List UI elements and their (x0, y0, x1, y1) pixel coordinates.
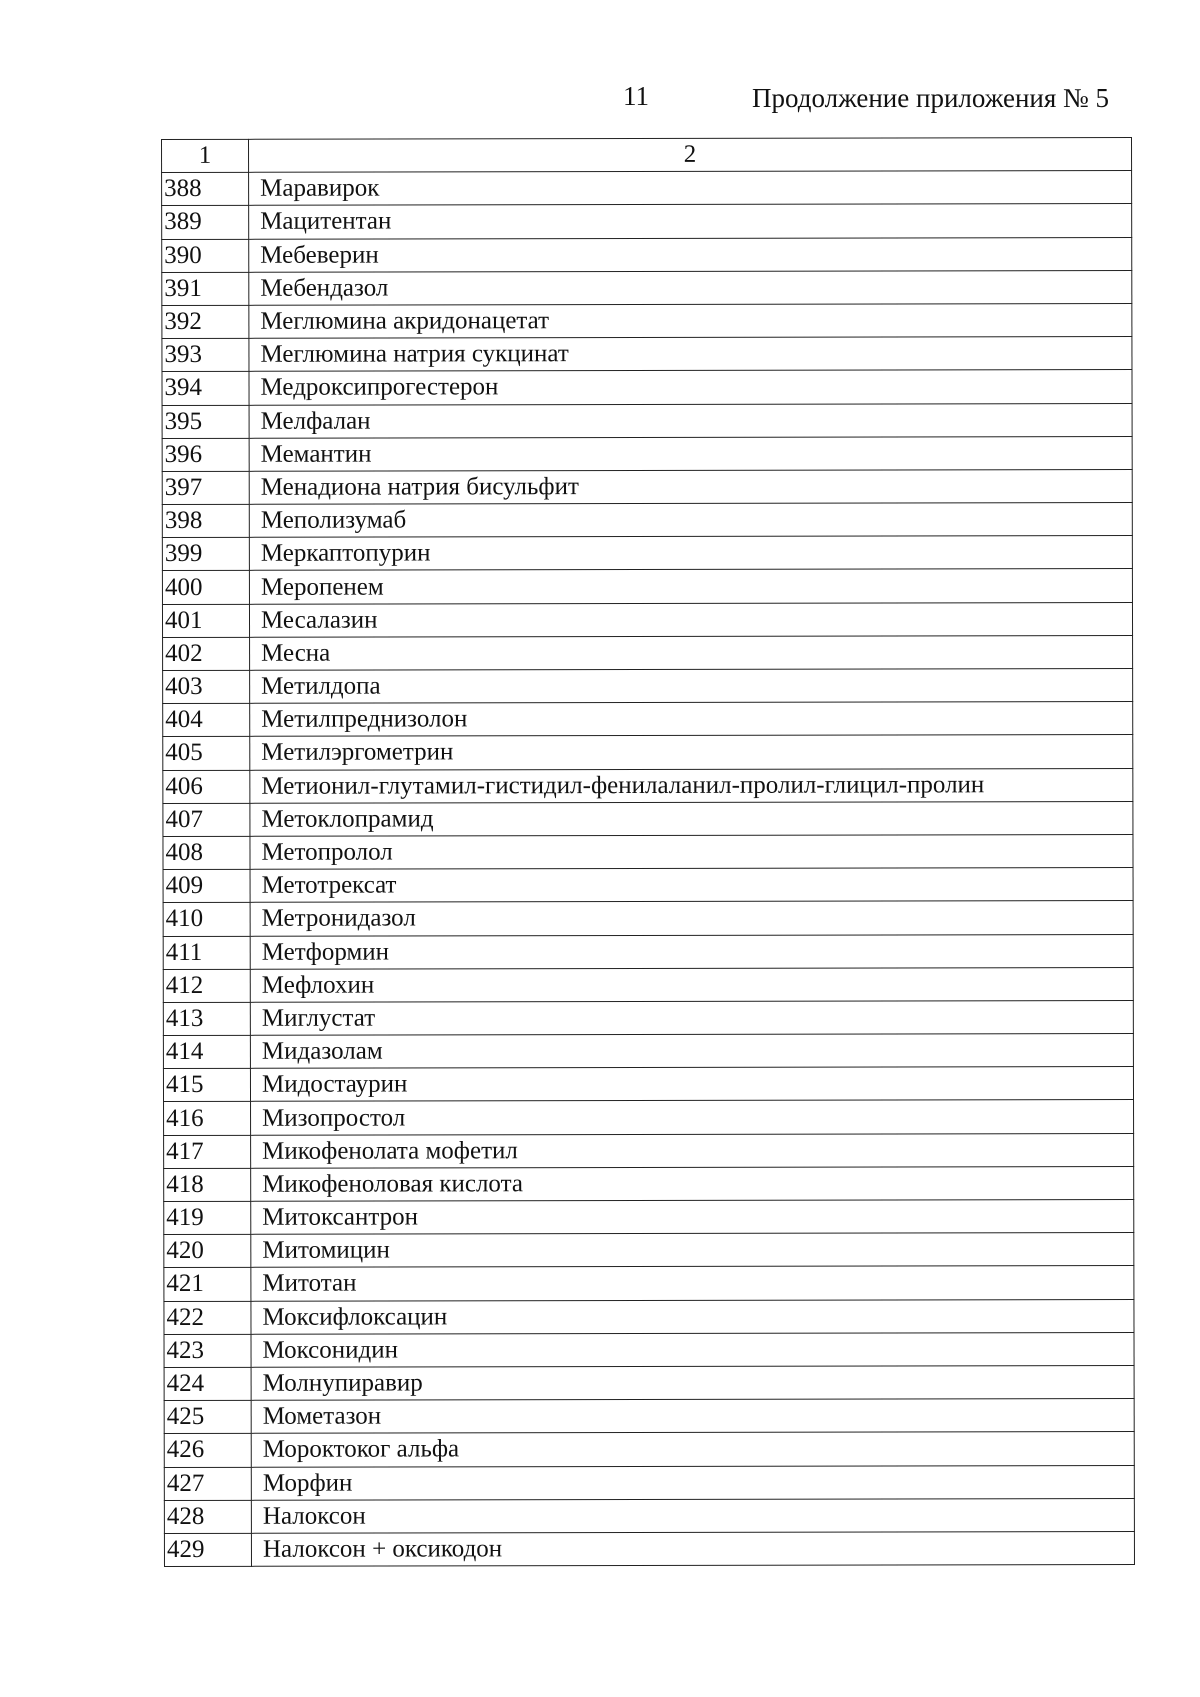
table-row (163, 868, 1133, 903)
drug-name: Метилэргометрин (250, 735, 1133, 770)
row-number: 415 (163, 1069, 250, 1102)
row-number: 411 (163, 936, 250, 969)
table-row (164, 1332, 1134, 1367)
table-row (162, 171, 1132, 206)
row-number: 414 (163, 1035, 250, 1068)
table-row (163, 801, 1133, 836)
drug-name: Морфин (251, 1465, 1134, 1500)
table-row (162, 337, 1132, 372)
drug-name: Меглюмина акридонацетат (249, 303, 1132, 338)
row-number: 413 (163, 1002, 250, 1035)
row-number: 395 (162, 405, 249, 438)
row-number: 399 (162, 538, 249, 571)
table-row (164, 1199, 1134, 1234)
table-row (164, 1266, 1134, 1301)
drug-name: Мелфалан (249, 403, 1132, 438)
row-number: 423 (164, 1334, 251, 1367)
table-row (162, 602, 1132, 637)
drug-name: Мидазолам (250, 1034, 1133, 1069)
drug-name: Мидостаурин (250, 1067, 1133, 1102)
table-row (162, 303, 1132, 338)
table-row (163, 668, 1133, 703)
drug-name: Моксифлоксацин (251, 1299, 1134, 1334)
row-number: 394 (162, 372, 249, 405)
table-row (163, 834, 1133, 869)
table-row (162, 436, 1132, 471)
row-number: 406 (163, 770, 250, 803)
table-row (162, 536, 1132, 571)
table-row (164, 1531, 1134, 1566)
drug-name: Моксонидин (251, 1332, 1134, 1367)
row-number: 393 (162, 338, 249, 371)
table-row (163, 635, 1133, 670)
table-row (164, 1233, 1134, 1268)
row-number: 410 (163, 903, 250, 936)
drug-name: Молнупиравир (251, 1365, 1134, 1400)
table-row (164, 1100, 1134, 1135)
drug-name: Меполизумаб (249, 503, 1132, 538)
table-row (163, 735, 1133, 770)
row-number: 422 (164, 1301, 251, 1334)
row-number: 405 (163, 737, 250, 770)
table-row (163, 702, 1133, 737)
table-row (163, 901, 1133, 936)
drug-name: Метилпреднизолон (250, 702, 1133, 737)
drug-name: Налоксон (251, 1498, 1134, 1533)
table-row (162, 270, 1132, 305)
row-number: 400 (162, 571, 249, 604)
drug-name: Мемантин (249, 436, 1132, 471)
table-row (164, 1133, 1134, 1168)
drug-name: Мебеверин (249, 237, 1132, 272)
table-header-row (162, 137, 1132, 172)
table-row (164, 1432, 1134, 1467)
row-number: 408 (163, 836, 250, 869)
drug-name: Мефлохин (250, 967, 1133, 1002)
drug-name: Налоксон + оксикодон (251, 1531, 1134, 1566)
row-number: 389 (162, 206, 249, 239)
drug-name: Митоксантрон (251, 1199, 1134, 1234)
drug-name: Маравирок (249, 171, 1132, 206)
table-row (164, 1166, 1134, 1201)
table-row (163, 1067, 1133, 1102)
table-row (164, 1465, 1134, 1500)
row-number: 404 (163, 704, 250, 737)
table-row (162, 204, 1132, 239)
table-row (164, 1299, 1134, 1334)
running-header: Продолжение приложения № 5 (752, 83, 1110, 113)
drug-name: Менадиона натрия бисульфит (249, 469, 1132, 504)
drug-name: Метопролол (250, 834, 1133, 869)
drug-name: Месна (250, 635, 1133, 670)
table-row (162, 503, 1132, 538)
table-row (162, 469, 1132, 504)
table-row (162, 370, 1132, 405)
drug-name: Мебендазол (249, 270, 1132, 305)
row-number: 420 (164, 1235, 251, 1268)
row-number: 429 (164, 1533, 251, 1566)
row-number: 419 (164, 1201, 251, 1234)
drug-name: Митомицин (251, 1233, 1134, 1268)
table-row (163, 967, 1133, 1002)
row-number: 403 (163, 670, 250, 703)
row-number: 391 (162, 272, 249, 305)
drug-name: Меркаптопурин (249, 536, 1132, 571)
row-number: 397 (162, 471, 249, 504)
row-number: 396 (162, 438, 249, 471)
row-number: 421 (164, 1268, 251, 1301)
row-number: 425 (164, 1400, 251, 1433)
row-number: 426 (164, 1434, 251, 1467)
drug-name: Микофенолата мофетил (251, 1133, 1134, 1168)
drug-name: Мометазон (251, 1399, 1134, 1434)
column-header-number: 1 (162, 139, 249, 172)
drug-name: Метионил-глутамил-гистидил-фенилаланил-пролил-глицил-пролин (250, 768, 1133, 803)
row-number: 409 (163, 869, 250, 902)
row-number: 390 (162, 239, 249, 272)
row-number: 424 (164, 1367, 251, 1400)
row-number: 418 (164, 1168, 251, 1201)
table-row (162, 569, 1132, 604)
drug-name: Месалазин (249, 602, 1132, 637)
drug-name: Метронидазол (250, 901, 1133, 936)
drug-name: Миглустат (250, 1000, 1133, 1035)
row-number: 428 (164, 1500, 251, 1533)
drug-name: Меропенем (249, 569, 1132, 604)
table-row (163, 1000, 1133, 1035)
drug-name: Мороктоког альфа (251, 1432, 1134, 1467)
row-number: 427 (164, 1467, 251, 1500)
table-row (163, 934, 1133, 969)
drug-name: Меглюмина натрия сукцинат (249, 337, 1132, 372)
table-body (162, 171, 1135, 1567)
row-number: 417 (164, 1135, 251, 1168)
drug-name: Метформин (250, 934, 1133, 969)
row-number: 402 (163, 637, 250, 670)
table-row (162, 403, 1132, 438)
column-header-name: 2 (249, 137, 1132, 172)
row-number: 398 (162, 504, 249, 537)
table-row (163, 768, 1133, 803)
table-row (164, 1498, 1134, 1533)
drug-list-table (161, 137, 1135, 1567)
drug-name: Метоклопрамид (250, 801, 1133, 836)
table-row (162, 237, 1132, 272)
drug-name: Митотан (251, 1266, 1134, 1301)
drug-name: Мизопростол (251, 1100, 1134, 1135)
drug-name: Мацитентан (249, 204, 1132, 239)
row-number: 412 (163, 969, 250, 1002)
table-row (164, 1399, 1134, 1434)
row-number: 392 (162, 305, 249, 338)
row-number: 407 (163, 803, 250, 836)
row-number: 401 (162, 604, 249, 637)
drug-name: Микофеноловая кислота (251, 1166, 1134, 1201)
page-number: 11 (623, 81, 649, 111)
row-number: 388 (162, 173, 249, 206)
drug-name: Метилдопа (250, 668, 1133, 703)
row-number: 416 (164, 1102, 251, 1135)
drug-name: Медроксипрогестерон (249, 370, 1132, 405)
table-row (163, 1034, 1133, 1069)
drug-name: Метотрексат (250, 868, 1133, 903)
table-row (164, 1365, 1134, 1400)
